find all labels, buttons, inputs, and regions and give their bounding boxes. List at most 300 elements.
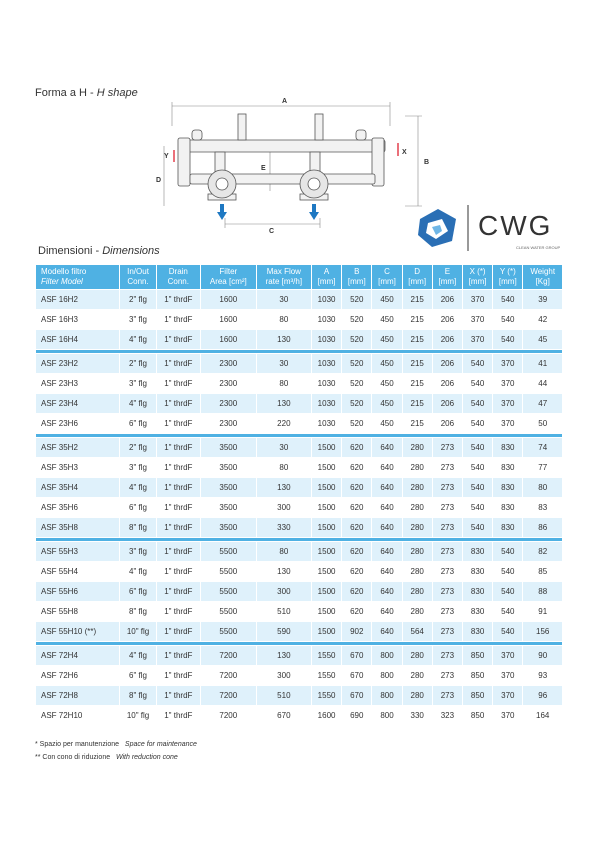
table-cell: 2" flg bbox=[120, 438, 155, 457]
table-cell: 620 bbox=[342, 542, 371, 561]
table-cell: 30 bbox=[257, 354, 311, 373]
h-shape-diagram bbox=[150, 96, 435, 236]
table-cell: 520 bbox=[342, 354, 371, 373]
dim-label-d: D bbox=[156, 177, 162, 184]
table-cell: 3500 bbox=[201, 458, 256, 477]
header-drain: Drain Conn. bbox=[157, 265, 200, 289]
table-cell: 540 bbox=[463, 394, 492, 413]
dim-label-e: E bbox=[261, 165, 266, 172]
table-cell: 800 bbox=[372, 686, 401, 705]
table-cell: 41 bbox=[523, 354, 562, 373]
table-cell: 620 bbox=[342, 458, 371, 477]
footnote-maintenance: * Spazio per manutenzione Space for maintenance bbox=[35, 741, 197, 748]
table-cell: 4" flg bbox=[120, 562, 155, 581]
cwg-logo bbox=[412, 201, 567, 257]
table-cell: 540 bbox=[493, 310, 522, 329]
table-cell: 7200 bbox=[201, 706, 256, 725]
table-cell: 90 bbox=[523, 646, 562, 665]
table-cell: ASF 23H3 bbox=[36, 374, 119, 393]
table-cell: 3" flg bbox=[120, 458, 155, 477]
table-cell: 8" flg bbox=[120, 518, 155, 537]
table-cell: 42 bbox=[523, 310, 562, 329]
table-cell: 800 bbox=[372, 706, 401, 725]
table-row bbox=[36, 706, 562, 725]
table-cell: 640 bbox=[372, 622, 401, 641]
table-cell: 830 bbox=[463, 602, 492, 621]
table-cell: 2300 bbox=[201, 414, 256, 433]
table-cell: 2" flg bbox=[120, 290, 155, 309]
table-cell: 902 bbox=[342, 622, 371, 641]
table-row bbox=[36, 394, 562, 413]
table-row bbox=[36, 518, 562, 537]
table-cell: 44 bbox=[523, 374, 562, 393]
table-cell: 540 bbox=[493, 602, 522, 621]
table-cell: ASF 55H4 bbox=[36, 562, 119, 581]
table-row bbox=[36, 330, 562, 349]
table-cell: 6" flg bbox=[120, 498, 155, 517]
table-cell: 1" thrdF bbox=[157, 562, 200, 581]
table-cell: 520 bbox=[342, 414, 371, 433]
cwg-logo-tagline: CLEAN WATER GROUP bbox=[516, 245, 561, 250]
table-cell: 520 bbox=[342, 310, 371, 329]
table-cell: 370 bbox=[493, 354, 522, 373]
table-cell: 1" thrdF bbox=[157, 666, 200, 685]
table-cell: ASF 35H6 bbox=[36, 498, 119, 517]
table-cell: 370 bbox=[493, 706, 522, 725]
table-row bbox=[36, 602, 562, 621]
table-cell: 850 bbox=[463, 686, 492, 705]
header-e: E [mm] bbox=[433, 265, 462, 289]
dim-label-b: B bbox=[424, 159, 430, 166]
table-cell: 5500 bbox=[201, 602, 256, 621]
table-cell: 206 bbox=[433, 394, 462, 413]
shape-title bbox=[35, 87, 138, 99]
table-cell: 370 bbox=[493, 686, 522, 705]
table-cell: 2" flg bbox=[120, 354, 155, 373]
table-cell: 80 bbox=[257, 310, 311, 329]
table-cell: 830 bbox=[493, 498, 522, 517]
table-cell: 800 bbox=[372, 646, 401, 665]
table-cell: 273 bbox=[433, 458, 462, 477]
table-cell: 280 bbox=[403, 562, 432, 581]
table-cell: 830 bbox=[493, 458, 522, 477]
table-cell: 540 bbox=[463, 498, 492, 517]
table-cell: 3500 bbox=[201, 518, 256, 537]
table-cell: 2300 bbox=[201, 354, 256, 373]
table-cell: ASF 35H3 bbox=[36, 458, 119, 477]
table-cell: 85 bbox=[523, 562, 562, 581]
table-cell: 520 bbox=[342, 374, 371, 393]
header-area: Filter Area [cm²] bbox=[201, 265, 256, 289]
table-cell: 5500 bbox=[201, 542, 256, 561]
table-cell: 1" thrdF bbox=[157, 498, 200, 517]
table-cell: 80 bbox=[523, 478, 562, 497]
table-cell: 130 bbox=[257, 646, 311, 665]
table-cell: 1" thrdF bbox=[157, 374, 200, 393]
header-b: B [mm] bbox=[342, 265, 371, 289]
table-cell: 1500 bbox=[312, 458, 341, 477]
table-row bbox=[36, 438, 562, 457]
table-cell: 83 bbox=[523, 498, 562, 517]
table-cell: 1030 bbox=[312, 414, 341, 433]
table-cell: 370 bbox=[463, 330, 492, 349]
table-cell: 10" flg bbox=[120, 622, 155, 641]
table-cell: 130 bbox=[257, 394, 311, 413]
table-cell: 3" flg bbox=[120, 374, 155, 393]
dimensions-title-it: Dimensioni - bbox=[38, 245, 103, 257]
table-cell: 273 bbox=[433, 666, 462, 685]
table-cell: 1500 bbox=[312, 518, 341, 537]
table-cell: 370 bbox=[463, 290, 492, 309]
table-cell: 5500 bbox=[201, 562, 256, 581]
table-cell: 74 bbox=[523, 438, 562, 457]
table-cell: 540 bbox=[493, 582, 522, 601]
table-cell: ASF 55H6 bbox=[36, 582, 119, 601]
table-cell: 6" flg bbox=[120, 666, 155, 685]
header-inout: In/Out Conn. bbox=[120, 265, 155, 289]
table-body bbox=[36, 290, 562, 725]
table-cell: 540 bbox=[463, 354, 492, 373]
table-cell: 206 bbox=[433, 414, 462, 433]
table-cell: 520 bbox=[342, 394, 371, 413]
table-cell: 273 bbox=[433, 562, 462, 581]
table-cell: 1500 bbox=[312, 542, 341, 561]
table-cell: 370 bbox=[493, 374, 522, 393]
group-separator bbox=[36, 434, 562, 437]
table-cell: 6" flg bbox=[120, 414, 155, 433]
dimensions-table bbox=[35, 264, 563, 726]
table-cell: 280 bbox=[403, 646, 432, 665]
table-cell: 850 bbox=[463, 706, 492, 725]
table-cell: 93 bbox=[523, 666, 562, 685]
table-cell: 330 bbox=[257, 518, 311, 537]
table-cell: ASF 72H4 bbox=[36, 646, 119, 665]
table-cell: 1" thrdF bbox=[157, 478, 200, 497]
table-cell: 370 bbox=[493, 666, 522, 685]
footnote-reduction-cone: ** Con cono di riduzione With reduction cone bbox=[35, 754, 178, 761]
table-cell: 1600 bbox=[201, 290, 256, 309]
table-cell: 2300 bbox=[201, 394, 256, 413]
table-cell: 4" flg bbox=[120, 478, 155, 497]
table-cell: 1" thrdF bbox=[157, 310, 200, 329]
table-cell: 1500 bbox=[312, 582, 341, 601]
group-separator-cell bbox=[36, 434, 562, 437]
shape-title-it: Forma a H - bbox=[35, 87, 97, 99]
table-cell: 1500 bbox=[312, 438, 341, 457]
table-cell: 540 bbox=[493, 622, 522, 641]
table-cell: 280 bbox=[403, 518, 432, 537]
table-cell: 96 bbox=[523, 686, 562, 705]
dim-label-x: X bbox=[402, 149, 407, 156]
table-cell: 1030 bbox=[312, 374, 341, 393]
table-cell: 3500 bbox=[201, 438, 256, 457]
header-a: A [mm] bbox=[312, 265, 341, 289]
table-row bbox=[36, 498, 562, 517]
table-cell: 280 bbox=[403, 666, 432, 685]
table-cell: 330 bbox=[403, 706, 432, 725]
table-cell: 280 bbox=[403, 438, 432, 457]
table-cell: 540 bbox=[463, 374, 492, 393]
table-cell: 130 bbox=[257, 330, 311, 349]
table-row bbox=[36, 542, 562, 561]
table-cell: 280 bbox=[403, 542, 432, 561]
table-cell: 1" thrdF bbox=[157, 518, 200, 537]
table-cell: 540 bbox=[463, 478, 492, 497]
table-cell: 450 bbox=[372, 330, 401, 349]
table-cell: 50 bbox=[523, 414, 562, 433]
table-cell: 1" thrdF bbox=[157, 458, 200, 477]
table-cell: 450 bbox=[372, 310, 401, 329]
table-cell: 620 bbox=[342, 438, 371, 457]
table-cell: 273 bbox=[433, 438, 462, 457]
table-cell: 280 bbox=[403, 582, 432, 601]
table-cell: 830 bbox=[463, 582, 492, 601]
table-cell: 1500 bbox=[312, 622, 341, 641]
table-cell: 1" thrdF bbox=[157, 414, 200, 433]
table-cell: 8" flg bbox=[120, 686, 155, 705]
table-cell: 4" flg bbox=[120, 330, 155, 349]
dimensions-title bbox=[38, 245, 160, 257]
table-cell: 323 bbox=[433, 706, 462, 725]
table-cell: ASF 35H8 bbox=[36, 518, 119, 537]
table-cell: 2300 bbox=[201, 374, 256, 393]
table-cell: 273 bbox=[433, 478, 462, 497]
table-cell: 273 bbox=[433, 646, 462, 665]
table-cell: 1500 bbox=[312, 562, 341, 581]
table-cell: ASF 55H10 (**) bbox=[36, 622, 119, 641]
table-cell: 540 bbox=[493, 290, 522, 309]
table-cell: 800 bbox=[372, 666, 401, 685]
table-cell: 280 bbox=[403, 686, 432, 705]
header-d: D [mm] bbox=[403, 265, 432, 289]
table-cell: 7200 bbox=[201, 666, 256, 685]
table-cell: 520 bbox=[342, 330, 371, 349]
table-cell: 3" flg bbox=[120, 310, 155, 329]
table-cell: 1550 bbox=[312, 646, 341, 665]
table-cell: 273 bbox=[433, 582, 462, 601]
table-cell: 1500 bbox=[312, 478, 341, 497]
table-cell: 510 bbox=[257, 686, 311, 705]
table-cell: 1500 bbox=[312, 602, 341, 621]
table-cell: 215 bbox=[403, 310, 432, 329]
table-cell: 450 bbox=[372, 290, 401, 309]
table-cell: ASF 23H4 bbox=[36, 394, 119, 413]
table-cell: 640 bbox=[372, 438, 401, 457]
group-separator-cell bbox=[36, 538, 562, 541]
table-cell: 273 bbox=[433, 542, 462, 561]
table-row bbox=[36, 562, 562, 581]
dim-label-y: Y bbox=[164, 153, 169, 160]
table-cell: 4" flg bbox=[120, 394, 155, 413]
table-cell: 80 bbox=[257, 542, 311, 561]
header-weight: Weight [Kg] bbox=[523, 265, 562, 289]
table-cell: 830 bbox=[463, 562, 492, 581]
footnotes bbox=[35, 738, 197, 764]
table-cell: 620 bbox=[342, 562, 371, 581]
table-cell: 280 bbox=[403, 602, 432, 621]
table-cell: 10" flg bbox=[120, 706, 155, 725]
table-cell: 80 bbox=[257, 374, 311, 393]
table-cell: 215 bbox=[403, 374, 432, 393]
table-cell: 640 bbox=[372, 542, 401, 561]
header-x: X (*) [mm] bbox=[463, 265, 492, 289]
table-cell: 47 bbox=[523, 394, 562, 413]
table-cell: 640 bbox=[372, 478, 401, 497]
table-cell: 1" thrdF bbox=[157, 438, 200, 457]
table-cell: 206 bbox=[433, 310, 462, 329]
header-c: C [mm] bbox=[372, 265, 401, 289]
table-cell: 450 bbox=[372, 414, 401, 433]
table-cell: 156 bbox=[523, 622, 562, 641]
table-cell: 220 bbox=[257, 414, 311, 433]
table-cell: 300 bbox=[257, 666, 311, 685]
table-cell: 1" thrdF bbox=[157, 542, 200, 561]
table-cell: 80 bbox=[257, 458, 311, 477]
table-row bbox=[36, 374, 562, 393]
group-separator bbox=[36, 350, 562, 353]
table-cell: 1" thrdF bbox=[157, 646, 200, 665]
header-flow: Max Flow rate [m³/h] bbox=[257, 265, 311, 289]
table-cell: ASF 55H8 bbox=[36, 602, 119, 621]
table-row bbox=[36, 478, 562, 497]
table-cell: 3500 bbox=[201, 498, 256, 517]
table-row bbox=[36, 458, 562, 477]
table-row bbox=[36, 646, 562, 665]
cwg-logo-text: CWG bbox=[478, 210, 553, 241]
table-cell: 450 bbox=[372, 374, 401, 393]
table-cell: 7200 bbox=[201, 646, 256, 665]
table-cell: 620 bbox=[342, 518, 371, 537]
table-cell: ASF 35H4 bbox=[36, 478, 119, 497]
table-cell: ASF 72H10 bbox=[36, 706, 119, 725]
table-cell: ASF 16H4 bbox=[36, 330, 119, 349]
table-cell: 1" thrdF bbox=[157, 354, 200, 373]
table-cell: 82 bbox=[523, 542, 562, 561]
table-cell: 206 bbox=[433, 330, 462, 349]
table-cell: 540 bbox=[463, 414, 492, 433]
table-cell: 280 bbox=[403, 458, 432, 477]
table-cell: 1030 bbox=[312, 394, 341, 413]
table-cell: 620 bbox=[342, 478, 371, 497]
table-cell: 1600 bbox=[201, 310, 256, 329]
table-cell: 30 bbox=[257, 438, 311, 457]
group-separator-cell bbox=[36, 642, 562, 645]
table-row bbox=[36, 582, 562, 601]
table-cell: ASF 16H3 bbox=[36, 310, 119, 329]
table-cell: 620 bbox=[342, 582, 371, 601]
table-cell: 3" flg bbox=[120, 542, 155, 561]
table-cell: 450 bbox=[372, 354, 401, 373]
table-cell: 1" thrdF bbox=[157, 686, 200, 705]
table-cell: 280 bbox=[403, 498, 432, 517]
table-cell: 1" thrdF bbox=[157, 330, 200, 349]
table-cell: 850 bbox=[463, 646, 492, 665]
table-cell: ASF 23H6 bbox=[36, 414, 119, 433]
table-cell: 640 bbox=[372, 602, 401, 621]
table-row bbox=[36, 354, 562, 373]
table-cell: 1030 bbox=[312, 310, 341, 329]
table-cell: 6" flg bbox=[120, 582, 155, 601]
table-cell: ASF 16H2 bbox=[36, 290, 119, 309]
table-cell: 370 bbox=[493, 414, 522, 433]
table-row bbox=[36, 666, 562, 685]
table-cell: 850 bbox=[463, 666, 492, 685]
table-cell: 540 bbox=[463, 518, 492, 537]
table-cell: 1600 bbox=[201, 330, 256, 349]
table-cell: 830 bbox=[493, 478, 522, 497]
header-y: Y (*) [mm] bbox=[493, 265, 522, 289]
table-cell: 640 bbox=[372, 518, 401, 537]
table-cell: 39 bbox=[523, 290, 562, 309]
table-cell: 3500 bbox=[201, 478, 256, 497]
table-cell: 77 bbox=[523, 458, 562, 477]
table-cell: 215 bbox=[403, 414, 432, 433]
table-cell: 620 bbox=[342, 498, 371, 517]
table-cell: 7200 bbox=[201, 686, 256, 705]
table-cell: 5500 bbox=[201, 582, 256, 601]
table-cell: 1030 bbox=[312, 330, 341, 349]
table-cell: 830 bbox=[463, 622, 492, 641]
table-cell: 670 bbox=[257, 706, 311, 725]
table-row bbox=[36, 310, 562, 329]
table-cell: 640 bbox=[372, 458, 401, 477]
table-cell: 86 bbox=[523, 518, 562, 537]
table-cell: 45 bbox=[523, 330, 562, 349]
table-cell: 540 bbox=[493, 562, 522, 581]
dim-label-a: A bbox=[282, 98, 288, 105]
table-cell: 590 bbox=[257, 622, 311, 641]
table-cell: 300 bbox=[257, 582, 311, 601]
dimensions-title-en: Dimensions bbox=[102, 245, 160, 257]
dim-label-c: C bbox=[269, 228, 275, 235]
table-cell: 1030 bbox=[312, 290, 341, 309]
table-cell: 4" flg bbox=[120, 646, 155, 665]
table-cell: 273 bbox=[433, 602, 462, 621]
table-row bbox=[36, 414, 562, 433]
table-cell: 8" flg bbox=[120, 602, 155, 621]
table-cell: 830 bbox=[493, 518, 522, 537]
table-cell: 540 bbox=[493, 330, 522, 349]
table-row bbox=[36, 622, 562, 641]
table-cell: 300 bbox=[257, 498, 311, 517]
table-cell: 564 bbox=[403, 622, 432, 641]
table-cell: 1500 bbox=[312, 498, 341, 517]
table-row bbox=[36, 290, 562, 309]
table-cell: 280 bbox=[403, 478, 432, 497]
table-cell: 640 bbox=[372, 498, 401, 517]
table-row bbox=[36, 686, 562, 705]
shape-title-en: H shape bbox=[96, 87, 138, 99]
table-cell: ASF 55H3 bbox=[36, 542, 119, 561]
group-separator bbox=[36, 642, 562, 645]
table-cell: 540 bbox=[493, 542, 522, 561]
table-cell: 30 bbox=[257, 290, 311, 309]
table-cell: ASF 72H8 bbox=[36, 686, 119, 705]
table-cell: 1" thrdF bbox=[157, 290, 200, 309]
table-cell: 130 bbox=[257, 562, 311, 581]
header-model: Modello filtro Filter Model bbox=[36, 265, 119, 289]
table-cell: ASF 23H2 bbox=[36, 354, 119, 373]
table-cell: 690 bbox=[342, 706, 371, 725]
table-cell: 520 bbox=[342, 290, 371, 309]
table-cell: 130 bbox=[257, 478, 311, 497]
table-cell: ASF 35H2 bbox=[36, 438, 119, 457]
table-cell: 1" thrdF bbox=[157, 706, 200, 725]
table-cell: 510 bbox=[257, 602, 311, 621]
table-cell: 670 bbox=[342, 666, 371, 685]
group-separator-cell bbox=[36, 350, 562, 353]
table-cell: 370 bbox=[463, 310, 492, 329]
